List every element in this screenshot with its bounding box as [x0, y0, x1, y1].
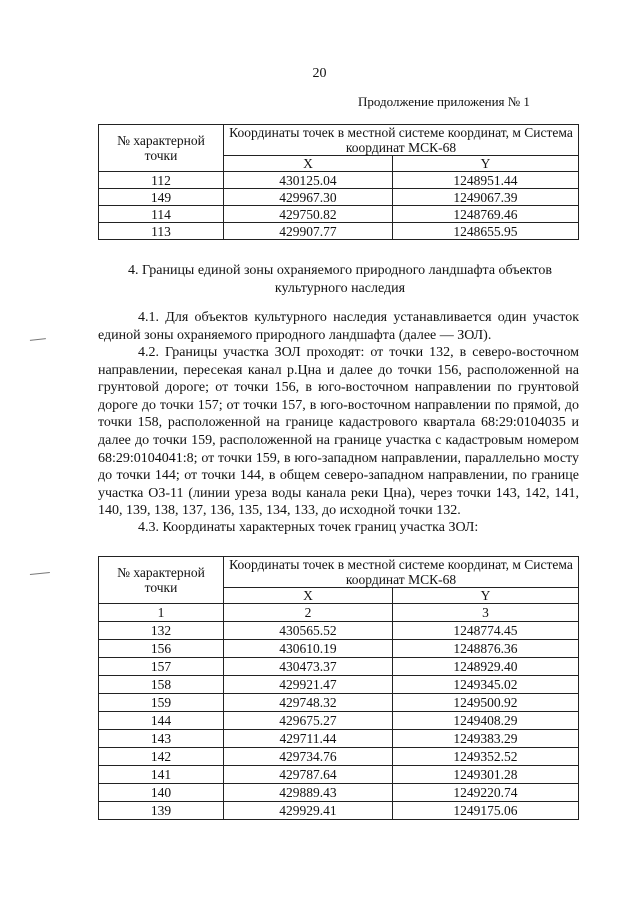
- page-number: 20: [312, 66, 327, 81]
- y-coordinate-cell: 1249352.52: [392, 748, 578, 766]
- x-coordinate-cell: 429889.43: [224, 784, 393, 802]
- point-number-cell: 157: [99, 658, 224, 676]
- table-row: [99, 766, 579, 784]
- paragraph-4-1: 4.1. Для объектов культурного наследия устанавливается один участок единой зоны охраняемого природного ландшафта (далее — ЗОЛ).: [98, 310, 579, 343]
- y-coordinate-cell: 1248769.46: [392, 206, 578, 223]
- margin-mark: [30, 572, 50, 577]
- x-coordinate-cell: 430473.37: [224, 658, 393, 676]
- y-coordinate-cell: 1248774.45: [392, 622, 578, 640]
- header-point-number: № характерной точки: [99, 125, 224, 172]
- y-coordinate-cell: 1248655.95: [392, 223, 578, 240]
- column-number: 2: [224, 604, 393, 622]
- header-y: Y: [392, 156, 578, 172]
- x-coordinate-cell: 429967.30: [224, 189, 393, 206]
- y-coordinate-cell: 1248876.36: [392, 640, 578, 658]
- point-number-cell: 112: [99, 172, 224, 189]
- point-number-cell: 139: [99, 802, 224, 820]
- x-coordinate-cell: 429907.77: [224, 223, 393, 240]
- table-row: [99, 206, 579, 223]
- y-coordinate-cell: 1249500.92: [392, 694, 578, 712]
- x-coordinate-cell: 429787.64: [224, 766, 393, 784]
- table-row: [99, 694, 579, 712]
- header-y: Y: [392, 588, 578, 604]
- y-coordinate-cell: 1249220.74: [392, 784, 578, 802]
- point-number-cell: 159: [99, 694, 224, 712]
- y-coordinate-cell: 1248951.44: [392, 172, 578, 189]
- table-row: [99, 712, 579, 730]
- x-coordinate-cell: 429711.44: [224, 730, 393, 748]
- point-number-cell: 140: [99, 784, 224, 802]
- header-coordinates: Координаты точек в местной системе координат, м Система координат МСК-68: [224, 557, 579, 588]
- point-number-cell: 142: [99, 748, 224, 766]
- header-coordinates: Координаты точек в местной системе координат, м Система координат МСК-68: [224, 125, 579, 156]
- table-row: [99, 223, 579, 240]
- table-row: [99, 189, 579, 206]
- x-coordinate-cell: 430125.04: [224, 172, 393, 189]
- table-row: [99, 640, 579, 658]
- x-coordinate-cell: 429929.41: [224, 802, 393, 820]
- table-row: [99, 172, 579, 189]
- coordinates-table-2: [98, 556, 579, 820]
- section-heading: 4. Границы единой зоны охраняемого природного ландшафта объектов культурного наследия: [128, 263, 552, 296]
- point-number-cell: 156: [99, 640, 224, 658]
- paragraph-4-3: 4.3. Координаты характерных точек границ участка ЗОЛ:: [138, 520, 479, 535]
- y-coordinate-cell: 1249301.28: [392, 766, 578, 784]
- y-coordinate-cell: 1248929.40: [392, 658, 578, 676]
- table-row: [99, 802, 579, 820]
- x-coordinate-cell: 430565.52: [224, 622, 393, 640]
- x-coordinate-cell: 429734.76: [224, 748, 393, 766]
- y-coordinate-cell: 1249067.39: [392, 189, 578, 206]
- header-point-number: № характерной точки: [99, 557, 224, 604]
- table-1-body: [99, 172, 579, 240]
- coordinates-table-1: [98, 124, 579, 240]
- point-number-cell: 149: [99, 189, 224, 206]
- column-number: 3: [392, 604, 578, 622]
- column-number: 1: [99, 604, 224, 622]
- point-number-cell: 144: [99, 712, 224, 730]
- point-number-cell: 114: [99, 206, 224, 223]
- margin-mark: [30, 338, 46, 343]
- point-number-cell: 113: [99, 223, 224, 240]
- x-coordinate-cell: 429750.82: [224, 206, 393, 223]
- x-coordinate-cell: 430610.19: [224, 640, 393, 658]
- point-number-cell: 141: [99, 766, 224, 784]
- x-coordinate-cell: 429675.27: [224, 712, 393, 730]
- y-coordinate-cell: 1249383.29: [392, 730, 578, 748]
- x-coordinate-cell: 429921.47: [224, 676, 393, 694]
- table-row: [99, 748, 579, 766]
- point-number-cell: 132: [99, 622, 224, 640]
- y-coordinate-cell: 1249408.29: [392, 712, 578, 730]
- table-row: [99, 784, 579, 802]
- point-number-cell: 158: [99, 676, 224, 694]
- y-coordinate-cell: 1249175.06: [392, 802, 578, 820]
- header-x: X: [224, 156, 393, 172]
- table-row: [99, 622, 579, 640]
- continuation-label: Продолжение приложения № 1: [358, 94, 530, 109]
- x-coordinate-cell: 429748.32: [224, 694, 393, 712]
- point-number-cell: 143: [99, 730, 224, 748]
- y-coordinate-cell: 1249345.02: [392, 676, 578, 694]
- paragraph-4-2: 4.2. Границы участка ЗОЛ проходят: от точки 132, в северо-восточном направлении, пересекая канал р.Цна и далее до точки 156, расположенной на грунтовой дороге; от точки 156, в юго-восточном направлении по грунтовой дороге до точки 157; от точки 157, в юго-восточном направлении по прямой, до точки 158, расположенной на границе кадастрового квартала 68:29:0104035 и далее до точки 159, расположенной на границе участка с кадастровым номером 68:29:0104041:8; от точки 159, в юго-западном направлении, параллельно мосту до точки 144; от точки 144, в общем северо-западном направлении, по границе участка ОЗ-11 (линии уреза воды канала реки Цна), через точки 143, 142, 141, 140, 139, 138, 137, 136, 135, 134, 133, до исходной точки 132.: [98, 345, 579, 519]
- table-row: [99, 730, 579, 748]
- table-row: [99, 676, 579, 694]
- table-row: [99, 658, 579, 676]
- header-x: X: [224, 588, 393, 604]
- table-2-body: [99, 622, 579, 820]
